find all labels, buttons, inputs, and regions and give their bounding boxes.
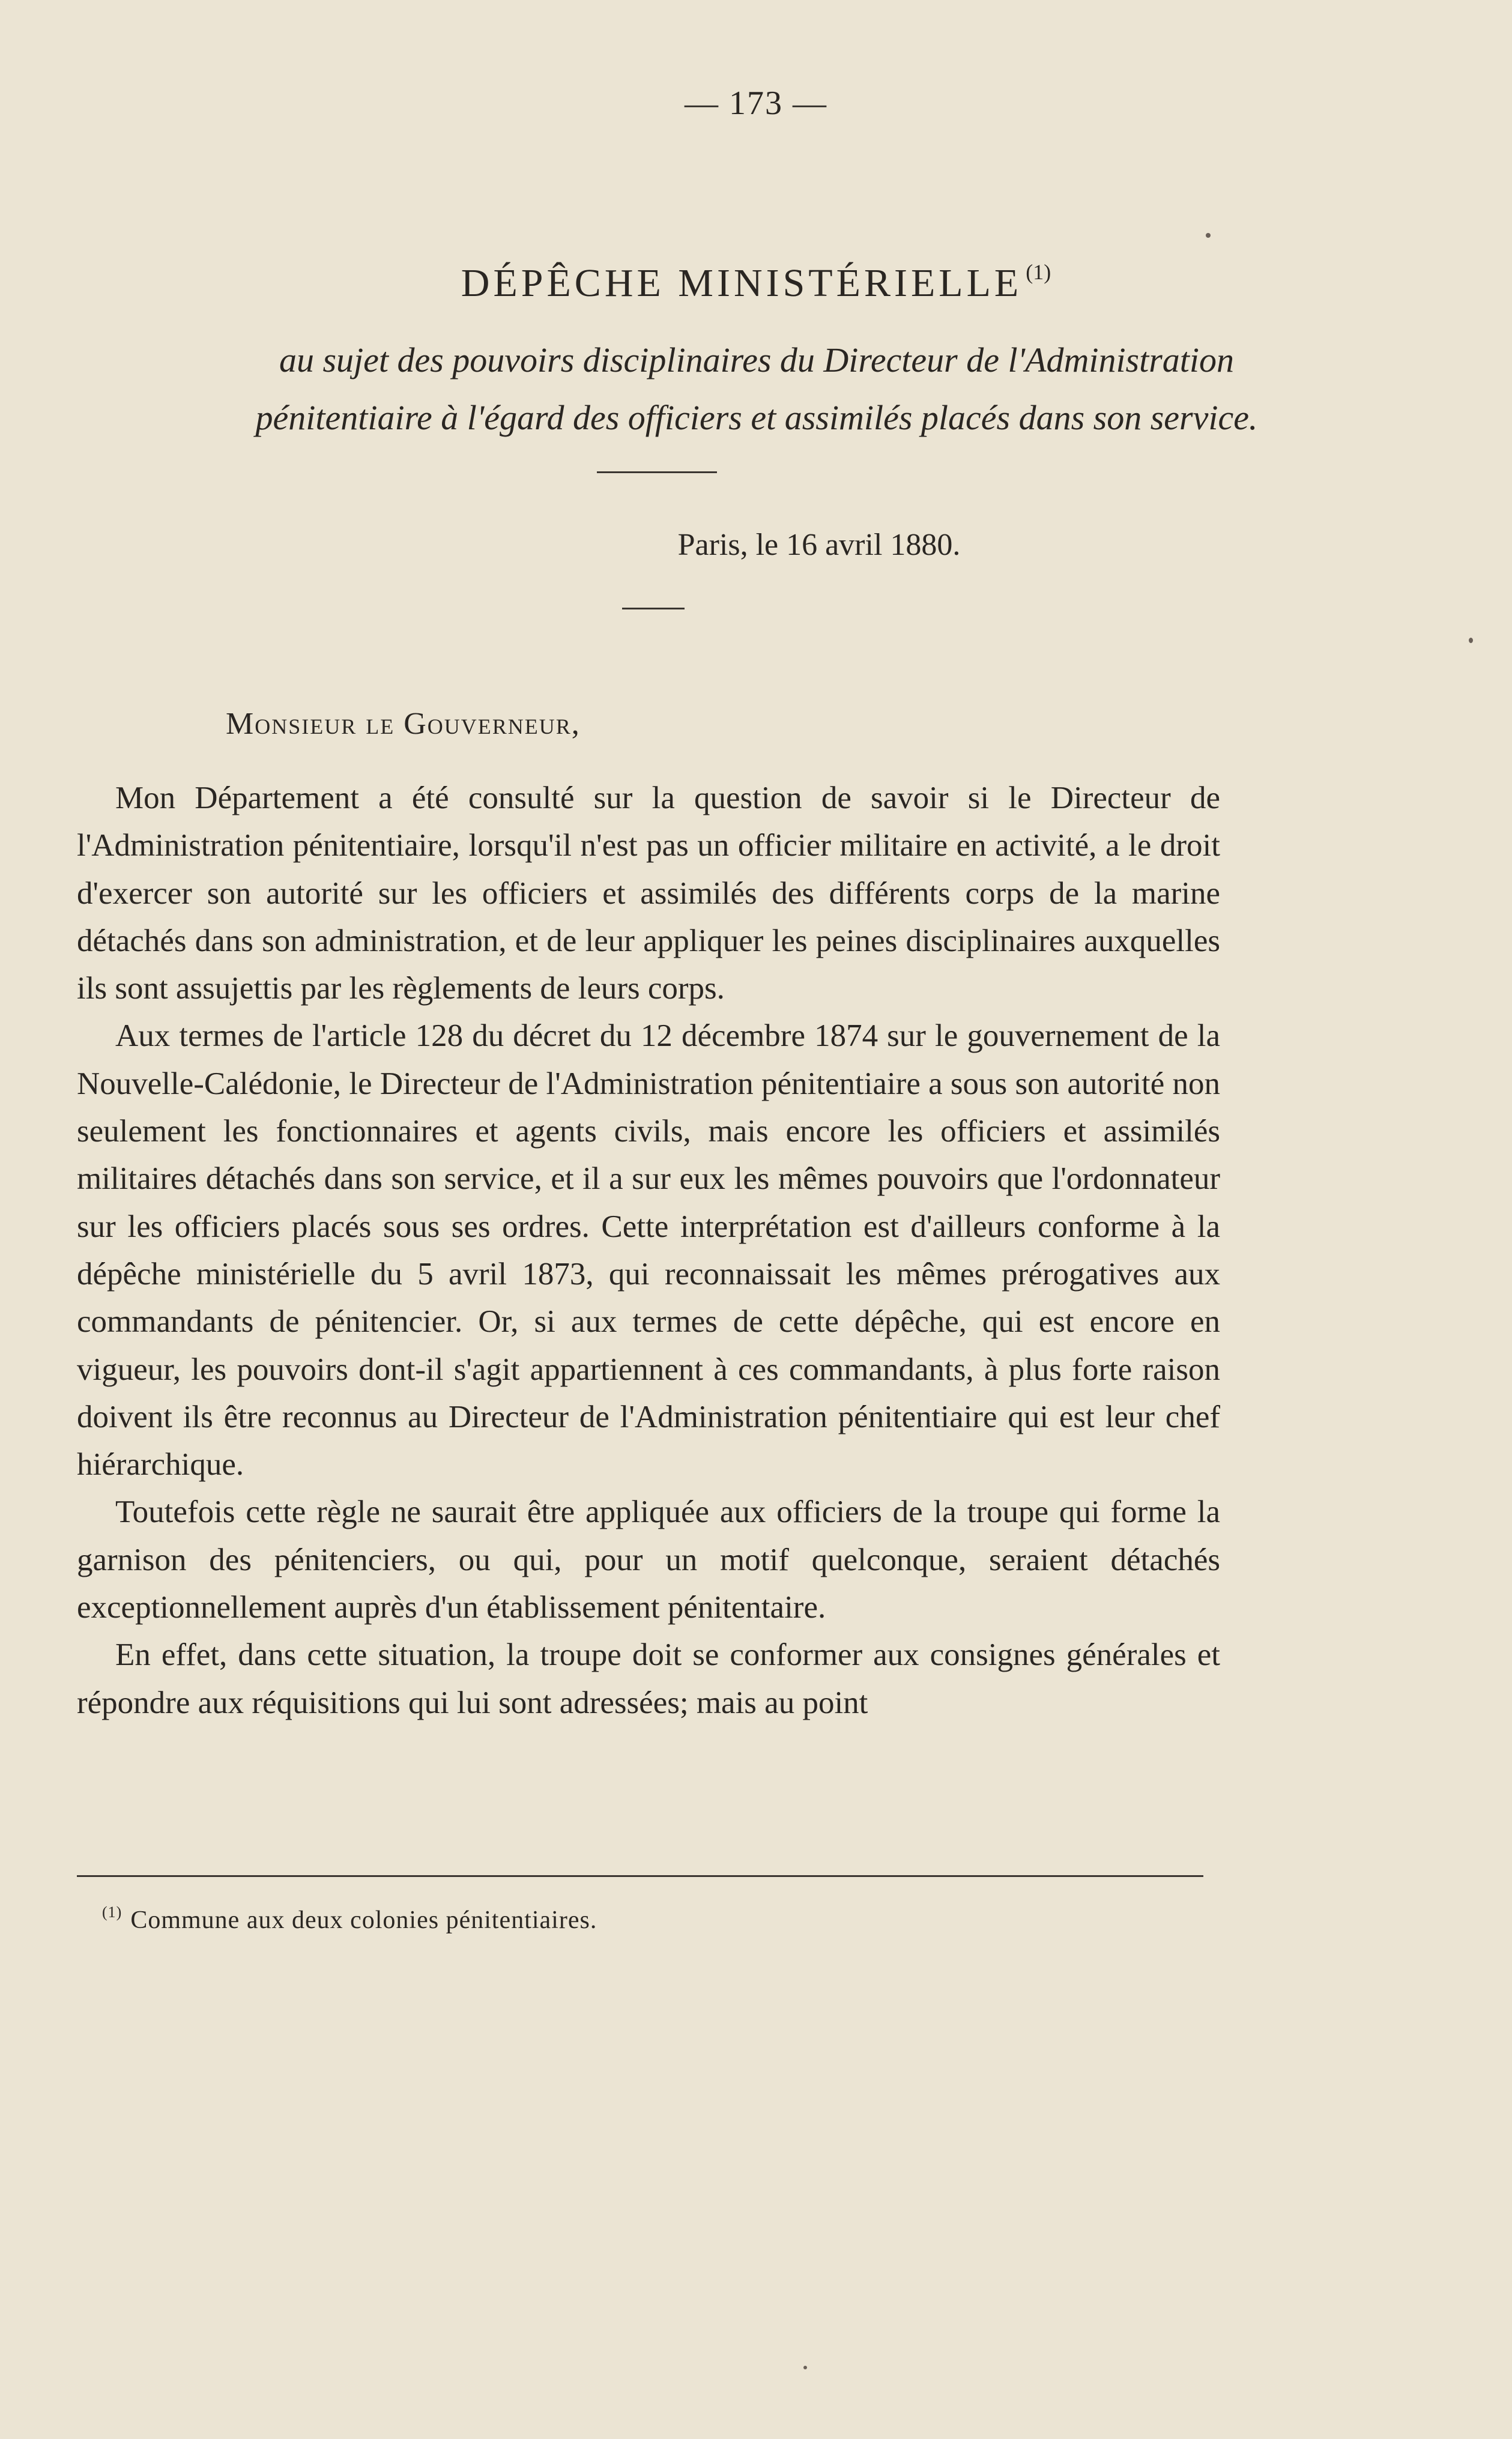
dateline-divider (622, 608, 685, 609)
document-subtitle (84, 331, 1429, 447)
salutation: Monsieur le Gouverneur, (226, 707, 581, 741)
title-footnote-marker: (1) (1026, 260, 1051, 284)
subtitle-line: au sujet des pouvoirs disciplinaires du Directeur de l'Administration (279, 340, 1235, 379)
letter-body (77, 775, 1220, 1727)
subtitle-line: pénitentiaire à l'égard des officiers et assimilés placés dans son service. (255, 398, 1258, 437)
paper-speck (1469, 638, 1473, 643)
page-number: — 173 — (685, 85, 827, 122)
title-text: DÉPÊCHE MINISTÉRIELLE (461, 261, 1023, 305)
body-paragraph: En effet, dans cette situation, la troupe doit se conformer aux consignes générales et répondre aux réquisitions qui lui sont adressées; mais au point (77, 1637, 1220, 1720)
footnote (102, 1903, 597, 1935)
body-paragraph: Mon Département a été consulté sur la question de savoir si le Directeur de l'Administration pénitentiaire, lorsqu'il n'est pas un officier militaire en activité, a le droit d'exercer son autorité sur les officiers et assimilés des différents corps de la marine détachés dans son administration, et de leur appliquer les peines disciplinaires auxquelles ils sont assujettis par les règlements de leurs corps. (77, 781, 1220, 1006)
footnote-marker: (1) (102, 1903, 122, 1921)
paper-speck (1206, 233, 1211, 238)
footnote-text: Commune aux deux colonies pénitentiaires. (130, 1906, 597, 1934)
footnote-divider (77, 1875, 1203, 1877)
body-paragraph: Aux termes de l'article 128 du décret du 12 décembre 1874 sur le gouvernement de la Nouvelle-Calédonie, le Directeur de l'Administration pénitentiaire a sous son autorité non seulement les fonctionnaires et agents civils, mais encore les officiers et assimilés militaires détachés dans son service, et il a sur eux les mêmes pouvoirs que l'ordonnateur sur les officiers placés sous ses ordres. Cette interprétation est d'ailleurs conforme à la dépêche ministérielle du 5 avril 1873, qui reconnaissait les mêmes prérogatives aux commandants de pénitencier. Or, si aux termes de cette dépêche, qui est encore en vigueur, les pouvoirs dont-il s'agit appartiennent à ces commandants, à plus forte raison doivent ils être reconnus au Directeur de l'Administration pénitentiaire qui est leur chef hiérarchique. (77, 1018, 1220, 1482)
title-divider (597, 471, 717, 473)
paper-speck (803, 2366, 807, 2369)
dateline: Paris, le 16 avril 1880. (677, 528, 961, 562)
document-title (0, 259, 1512, 306)
body-paragraph: Toutefois cette règle ne saurait être appliquée aux officiers de la troupe qui forme la garnison des pénitenciers, ou qui, pour un motif quelconque, seraient détachés exceptionnellement auprès d'un établissement pénitentaire. (77, 1495, 1220, 1625)
